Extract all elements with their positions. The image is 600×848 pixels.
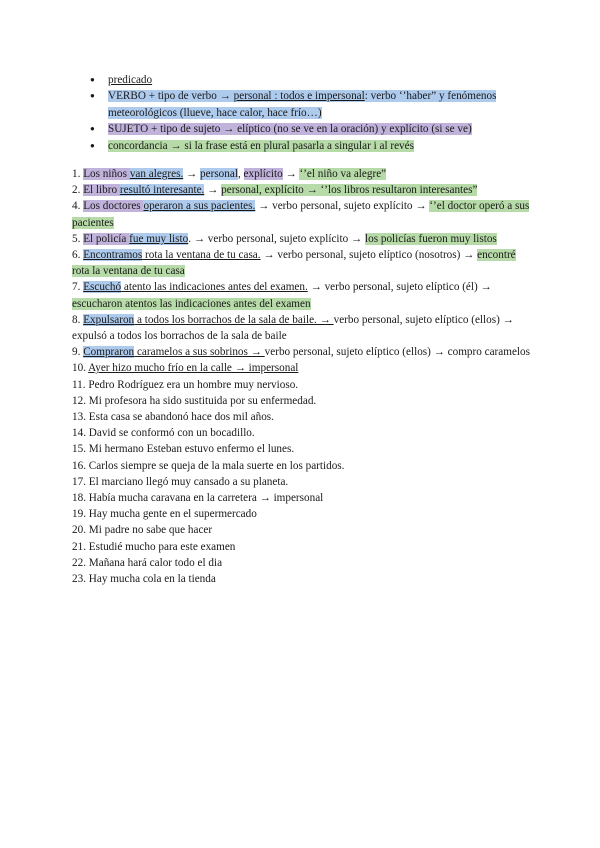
- text-segment: 1.: [72, 168, 84, 180]
- text-segment: personal : todos e impersonal: [233, 90, 365, 103]
- example-line: [72, 360, 532, 376]
- text-segment: Escuchó: [83, 281, 122, 294]
- text-segment: explícito: [243, 168, 283, 180]
- example-line: [72, 522, 532, 538]
- example-sentence-list: [72, 166, 532, 587]
- text-segment: →: [282, 168, 300, 180]
- example-line: [72, 555, 532, 571]
- text-segment: 7.: [72, 281, 84, 294]
- example-line: [72, 377, 532, 393]
- text-segment: 22. Mañana hará calor todo el dia: [72, 556, 223, 569]
- text-segment: fue muy listo: [129, 232, 189, 245]
- example-line: [72, 490, 532, 506]
- text-segment: → verbo personal, sujeto explícito →: [255, 200, 430, 213]
- text-segment: ,: [237, 168, 244, 180]
- text-segment: →: [183, 168, 201, 180]
- bullet-item: [86, 121, 526, 137]
- text-segment: encontré rota la ventana de tu casa: [72, 249, 516, 278]
- text-segment: 13. Esta casa se abandonó hace dos mil años.: [72, 411, 274, 424]
- text-segment: rota la ventana de tu casa.: [142, 249, 261, 262]
- bullet-item: [86, 72, 526, 88]
- text-segment: atento las indicaciones antes del examen.: [121, 281, 308, 294]
- text-segment: ‘’el doctor operó a sus pacientes: [72, 200, 530, 229]
- example-line: [72, 409, 532, 425]
- example-line: [72, 312, 532, 344]
- text-segment: personal: [200, 168, 238, 180]
- text-segment: 6.: [72, 249, 84, 262]
- bullet-item: [86, 138, 526, 154]
- text-segment: SUJETO + tipo de sujeto → elíptico (no se ve en la oración) y explícito (si se ve): [108, 123, 472, 136]
- example-line: [72, 571, 532, 587]
- text-segment: operaron a sus pacientes.: [143, 200, 256, 213]
- text-segment: 23. Hay mucha cola en la tienda: [72, 573, 216, 586]
- text-segment: 21. Estudié mucho para este examen: [72, 540, 236, 553]
- example-line: [72, 539, 532, 555]
- text-segment: concordancia → si la frase está en plural pasarla a singular i al revés: [108, 139, 414, 152]
- example-line: [72, 458, 532, 474]
- text-segment: 9.: [72, 346, 84, 359]
- example-line: [72, 425, 532, 441]
- text-segment: Encontramos: [83, 249, 143, 262]
- text-segment: 11. Pedro Rodríguez era un hombre muy nervioso.: [72, 378, 299, 391]
- text-segment: Compraron: [83, 346, 135, 359]
- text-segment: 2.: [72, 184, 84, 197]
- example-line: [72, 198, 532, 230]
- text-segment: los policías fueron muy listos: [365, 232, 497, 245]
- text-segment: 8.: [72, 313, 84, 326]
- text-segment: 14. David se conformó con un bocadillo.: [72, 427, 255, 440]
- text-segment: 5.: [72, 232, 84, 245]
- text-segment: : verbo ‘’haber” y fenómenos meteorológicos (llueve, hace calor, hace frío…): [108, 90, 497, 119]
- example-line: [72, 506, 532, 522]
- text-segment: resultó interesante.: [119, 184, 205, 197]
- text-segment: Los niños: [83, 168, 130, 180]
- text-segment: El policía: [83, 232, 130, 245]
- text-segment: verbo personal, sujeto elíptico (ellos) → expulsó a todos los borrachos de la sala de baile: [72, 313, 514, 343]
- concept-bullet-list: [86, 72, 526, 154]
- text-segment: 19. Hay mucha gente en el supermercado: [72, 508, 257, 521]
- text-segment: Los doctores: [83, 200, 144, 213]
- text-segment: Ayer hizo mucho frío en la calle → impersonal: [88, 362, 299, 375]
- text-segment: 20. Mi padre no sabe que hacer: [72, 524, 213, 537]
- example-line: [72, 182, 532, 198]
- text-segment: Expulsaron: [83, 313, 135, 326]
- example-line: [72, 474, 532, 490]
- text-segment: VERBO + tipo de verbo →: [108, 90, 234, 103]
- example-line: [72, 344, 532, 360]
- text-segment: personal, explícito → ‘’los libros resultaron interesantes”: [221, 184, 478, 197]
- example-line: [72, 231, 532, 247]
- example-line: [72, 166, 532, 182]
- text-segment: 17. El marciano llegó muy cansado a su planeta.: [72, 475, 289, 488]
- text-segment: 10.: [72, 362, 89, 375]
- text-segment: predicado: [108, 74, 153, 86]
- text-segment: 18. Había mucha caravana en la carretera → impersonal: [72, 492, 324, 505]
- text-segment: El libro: [83, 184, 120, 197]
- text-segment: 12. Mi profesora ha sido sustituida por su enfermedad.: [72, 394, 317, 407]
- text-segment: caramelos a sus sobrinos →: [134, 346, 265, 359]
- text-segment: escucharon atentos las indicaciones antes del examen: [72, 297, 311, 310]
- text-segment: → verbo personal, sujeto elíptico (nosotros) →: [260, 249, 478, 262]
- example-line: [72, 247, 532, 279]
- text-segment: ‘’el niño va alegre”: [299, 168, 387, 180]
- text-segment: verbo personal, sujeto elíptico (ellos) → compro caramelos: [264, 346, 530, 359]
- example-line: [72, 279, 532, 311]
- bullet-item: [86, 88, 526, 121]
- text-segment: 4.: [72, 200, 84, 213]
- text-segment: → verbo personal, sujeto elíptico (él) →: [307, 281, 492, 294]
- example-line: [72, 441, 532, 457]
- text-segment: a todos los borrachos de la sala de baile. →: [134, 313, 334, 326]
- text-segment: 15. Mi hermano Esteban estuvo enfermo el lunes.: [72, 443, 295, 456]
- text-segment: →: [204, 184, 222, 197]
- text-segment: 16. Carlos siempre se queja de la mala suerte en los partidos.: [72, 459, 345, 472]
- example-line: [72, 393, 532, 409]
- text-segment: van alegres.: [129, 168, 184, 180]
- text-segment: . → verbo personal, sujeto explícito →: [188, 232, 366, 245]
